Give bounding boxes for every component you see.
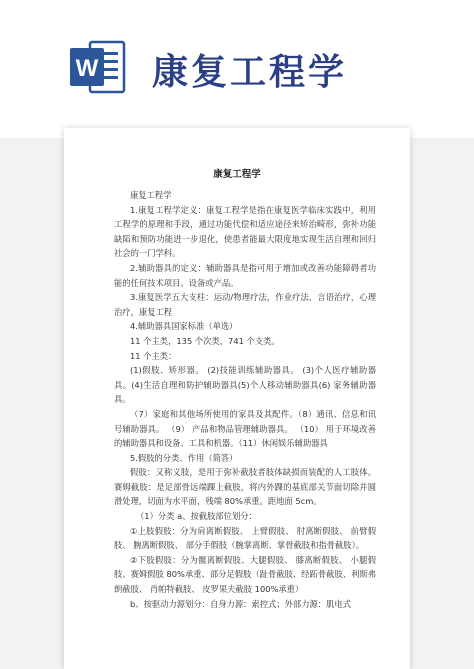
header-title: 康复工程学 bbox=[152, 52, 348, 93]
paragraph: (1)假肢、矫形器。 (2)技能训练辅助器具。 (3)个人医疗辅助器具。(4)生活自理和防护辅助器具(5)个人移动辅助器具(6) 家务辅助器具。 bbox=[114, 365, 376, 405]
word-letter: W bbox=[75, 55, 99, 82]
paragraph: 康复工程学 bbox=[130, 190, 172, 200]
paragraph: 假肢：又称义肢，是用于弥补截肢者肢体缺损而装配的人工肢体。赛姆截肢：是足部骨远端踝上截肢，将内外踝的基底部关节面切除并圆滑处理，切面为水平面，残端 80%承重。距地面 5cm。 bbox=[114, 467, 376, 507]
paragraph: 11 个主类，135 个次类，741 个支类。 bbox=[130, 335, 280, 346]
document-body bbox=[114, 188, 376, 611]
paragraph: ②下肢假肢：分为髋离断假肢、大腿假肢、 膝离断假肢、 小腿假肢、赛姆假肢 80%承重、部分足假肢（趾骨截肢、经跖骨截肢、利斯弗朗截肢、 肖帕特截肢、 皮罗果夫截肢 100%承重） bbox=[114, 554, 376, 595]
word-document-icon bbox=[68, 38, 126, 96]
paragraph: 2.辅助器具的定义：辅助器具是指可用于增加或改善功能障碍者功能的任何技术项目、设备或产品。 bbox=[114, 262, 376, 288]
document-page bbox=[64, 128, 410, 669]
paragraph: ①上肢假肢：分为肩离断假肢、 上臂假肢、 肘离断假肢、 前臂假肢、 腕离断假肢、 部分手假肢（腕掌离断、掌骨截肢和指骨截肢）。 bbox=[114, 525, 376, 551]
paragraph: b、按驱动力源划分：自身力源：索控式；外部力源：肌电式 bbox=[130, 598, 351, 609]
paragraph: 1.康复工程学定义：康复工程学是指在康复医学临床实践中，利用工程学的原理和手段，通过功能代偿和适应途径来矫治畸形，弥补功能缺陷和预防功能进一步退化，使患者能最大限度地实现生活自理和回归社会的一门学科。 bbox=[114, 204, 376, 259]
header-band bbox=[0, 0, 474, 138]
paragraph: （7）家庭和其他场所使用的家具及其配件。（8）通讯、信息和讯号辅助器具。 （9） 产品和物品管理辅助器具。 （10） 用于环境改善的辅助器具和设备、工具和机器。（11）休闲娱乐辅助器具 bbox=[114, 408, 376, 449]
paragraph: 11 个主类： bbox=[130, 350, 177, 361]
paragraph: 3.康复医学五大支柱：运动/物理疗法，作业疗法，言语治疗，心理治疗，康复工程 bbox=[114, 292, 376, 317]
paragraph: 5.假肢的分类、作用（简答） bbox=[130, 452, 238, 463]
paragraph: （1）分类 a、按截肢部位划分： bbox=[136, 511, 257, 522]
paragraph: 4.辅助器具国家标准（单选） bbox=[130, 321, 238, 332]
document-title: 康复工程学 bbox=[213, 169, 261, 180]
